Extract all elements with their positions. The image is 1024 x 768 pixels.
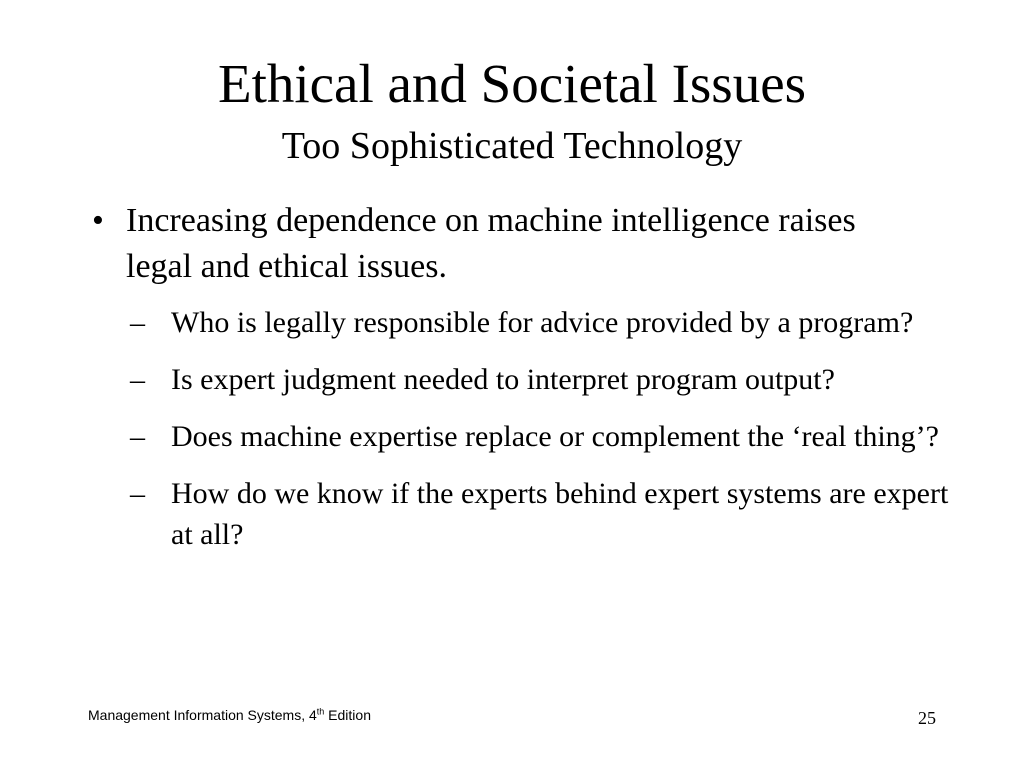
sub-bullet-list — [130, 302, 950, 571]
footer-edition-superscript: th — [316, 706, 325, 717]
footer-book-suffix: Edition — [324, 707, 371, 723]
sub-bullet-item — [130, 416, 950, 457]
slide-subtitle: Too Sophisticated Technology — [281, 125, 743, 167]
bullet-marker: • — [92, 202, 104, 239]
slide-title: Ethical and Societal Issues — [217, 53, 807, 114]
sub-bullet-text: Is expert judgment needed to interpret program output? — [171, 363, 835, 396]
sub-bullet-item — [130, 473, 950, 555]
sub-bullet-text: Does machine expertise replace or complement the ‘real thing’? — [171, 420, 939, 453]
footer-book-title — [88, 706, 371, 724]
footer-book-prefix: Management Information Systems, 4 — [88, 707, 317, 723]
sub-bullet-text: Who is legally responsible for advice provided by a program? — [171, 306, 914, 339]
dash-marker: – — [130, 420, 145, 453]
page-number: 25 — [918, 708, 936, 728]
sub-bullet-item — [130, 359, 950, 400]
dash-marker: – — [130, 477, 145, 510]
sub-bullet-item — [130, 302, 950, 343]
dash-marker: – — [130, 363, 145, 396]
main-bullet-text: Increasing dependence on machine intelligence raises legal and ethical issues. — [126, 202, 856, 285]
main-bullet — [92, 198, 912, 290]
dash-marker: – — [130, 306, 145, 339]
sub-bullet-text: How do we know if the experts behind expert systems are expert at all? — [171, 477, 949, 551]
